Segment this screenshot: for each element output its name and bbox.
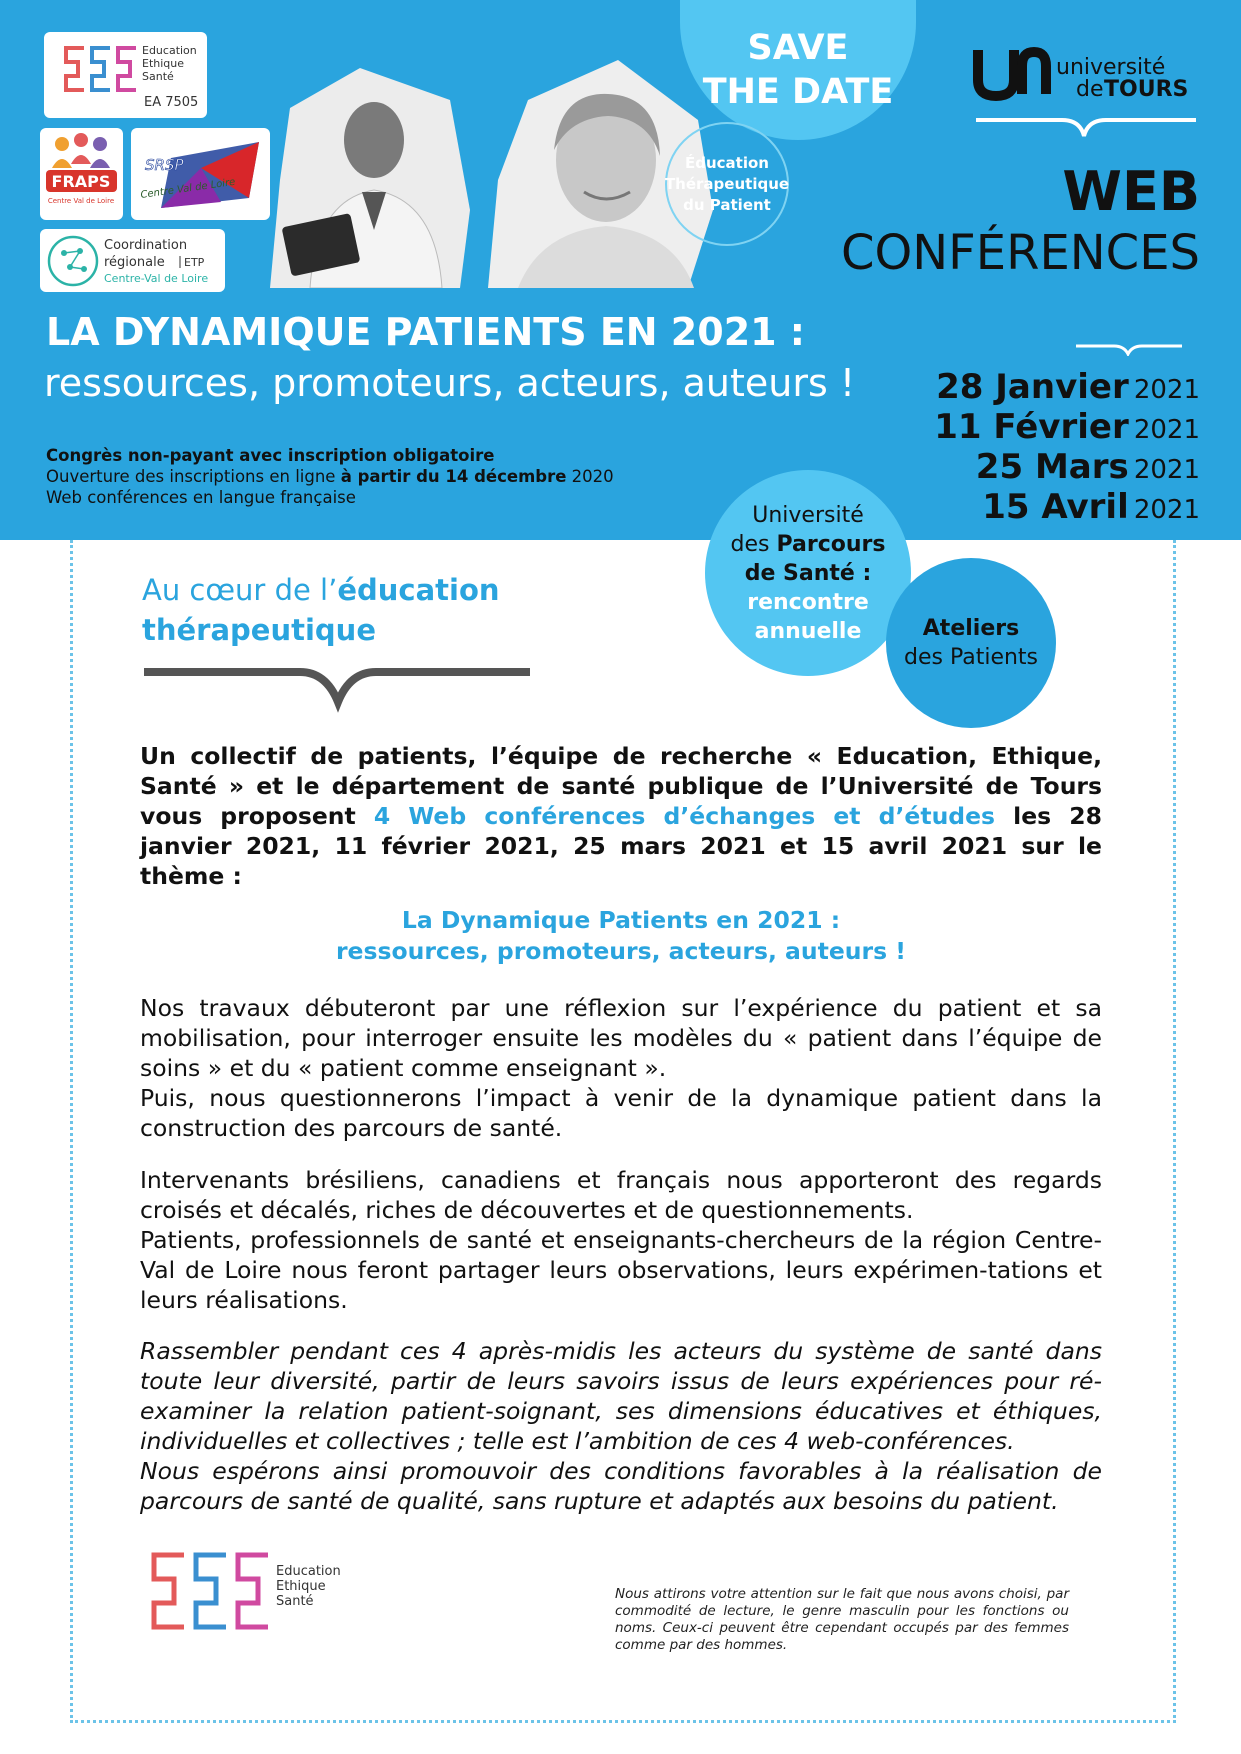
the-date-label: THE DATE bbox=[702, 72, 894, 112]
dates-book-icon bbox=[1074, 330, 1184, 356]
section-heading bbox=[142, 570, 500, 650]
etp-line2: Thérapeutique bbox=[664, 174, 790, 193]
intro-bold: Un collectif de patients, l’équipe de recherche « Education, Ethique, Santé » et le département de santé publique de l’Université de Tours vous proposent bbox=[140, 742, 1102, 830]
theme-line2: ressources, promoteurs, acteurs, auteurs ! bbox=[335, 937, 907, 965]
srsp-logo-icon bbox=[131, 128, 270, 220]
coordination-etp-logo bbox=[40, 229, 225, 292]
ees-bottom-logo bbox=[140, 1545, 360, 1655]
ees-logo bbox=[44, 32, 207, 118]
body-paragraph-2: Puis, nous questionnerons l’impact à venir de la dynamique patient dans la construction des parcours de santé. bbox=[140, 1084, 1102, 1142]
coordination-line3: Centre-Val de Loire bbox=[104, 272, 209, 285]
date-3 bbox=[880, 447, 1200, 490]
parcours-line4: rencontre bbox=[747, 589, 869, 615]
fraps-logo-name: FRAPS bbox=[51, 172, 111, 191]
university-u-icon bbox=[978, 50, 1014, 96]
parcours-line3: de Santé : bbox=[744, 560, 872, 586]
intro-paragraph bbox=[140, 741, 1102, 891]
date-4 bbox=[880, 487, 1200, 530]
web-heading: WEB bbox=[1062, 160, 1200, 223]
date-4-day: 15 Avril bbox=[982, 487, 1129, 527]
srsp-logo bbox=[131, 128, 270, 220]
info-line3: Web conférences en langue française bbox=[46, 488, 356, 507]
body-paragraph-1: Nos travaux débuteront par une réflexion sur l’expérience du patient et sa mobilisation, pour interroger ensuite les modèles du « patient dans l’équipe de soins » et du « patient comme enseignant ». bbox=[140, 994, 1102, 1082]
body-paragraph-6: Nous espérons ainsi promouvoir des conditions favorables à la réalisation de parcours de santé de qualité, sans rupture et adaptés aux besoins du patient. bbox=[140, 1457, 1102, 1515]
section-heading-bold1: éducation bbox=[337, 573, 500, 607]
srsp-logo-name: SRSP bbox=[145, 156, 184, 174]
ees-bottom-line3: Santé bbox=[276, 1594, 314, 1609]
coordination-line1: Coordination bbox=[104, 238, 188, 253]
date-2 bbox=[880, 407, 1200, 450]
coordination-line2b: ETP bbox=[184, 256, 205, 269]
body-paragraph-3: Intervenants brésiliens, canadiens et français nous apporteront des regards croisés et décalés, riches de découvertes et de questionnements. bbox=[140, 1166, 1102, 1224]
conferences-heading: CONFÉRENCES bbox=[840, 225, 1200, 281]
parcours-line2b: Parcours bbox=[776, 531, 886, 557]
ees-logo-icon bbox=[44, 32, 207, 118]
date-3-day: 25 Mars bbox=[975, 447, 1129, 487]
intro-bold2: les 28 janvier 2021, 11 février 2021, 25 mars 2021 et 15 avril 2021 sur le thème : bbox=[140, 802, 1102, 890]
etp-bubble bbox=[665, 122, 789, 246]
theme-block bbox=[140, 905, 1102, 967]
ees-logo-line3: Santé bbox=[142, 70, 174, 83]
university-line2a: de bbox=[1076, 77, 1104, 102]
open-book-icon bbox=[976, 120, 1196, 136]
registration-info bbox=[46, 445, 614, 508]
ees-bottom-line1: Education bbox=[276, 1564, 341, 1579]
coordination-line2a: régionale bbox=[104, 255, 165, 270]
srsp-logo-sub: Centre Val de Loire bbox=[139, 176, 237, 201]
main-title: LA DYNAMIQUE PATIENTS EN 2021 : bbox=[46, 310, 805, 354]
fraps-logo-sub: Centre Val de Loire bbox=[47, 197, 115, 205]
ateliers-line2: des Patients bbox=[903, 645, 1039, 670]
footnote: Nous attirons votre attention sur le fait que nous avons choisi, par commodité de lecture, le genre masculin pour les fonctions ou noms. Ceux-ci peuvent être cependant occupés par des femmes comme par des hommes. bbox=[615, 1586, 1069, 1653]
date-1-day: 28 Janvier bbox=[936, 367, 1129, 407]
section-heading-line1 bbox=[142, 570, 500, 610]
body-paragraph-5: Rassembler pendant ces 4 après-midis les acteurs du système de santé dans toute leur diversité, partir de leurs savoirs issus de leurs expériences pour ré-examiner la relation patient-soignant, ses dimensions éducatives et éthiques, individuelles et collectives ; telle est l’ambition de ces 4 web-conférences. bbox=[140, 1337, 1102, 1455]
section-heading-pre: Au cœur de l’ bbox=[142, 573, 338, 607]
section-book-divider bbox=[140, 664, 534, 714]
ateliers-line1: Ateliers bbox=[922, 616, 1020, 641]
ees-logo-code: EA 7505 bbox=[144, 95, 199, 110]
date-1 bbox=[880, 367, 1200, 410]
dates-list bbox=[880, 367, 1200, 530]
etp-line3: du Patient bbox=[683, 195, 771, 214]
date-1-year: 2021 bbox=[1133, 375, 1200, 405]
ateliers-bubble bbox=[886, 558, 1056, 728]
fraps-logo bbox=[40, 128, 123, 220]
fraps-logo-icon bbox=[40, 128, 123, 220]
parcours-line1: Université bbox=[752, 502, 864, 528]
ees-logo-line2: Ethique bbox=[142, 57, 185, 70]
date-2-day: 11 Février bbox=[934, 407, 1129, 447]
date-4-year: 2021 bbox=[1133, 495, 1200, 525]
parcours-line2 bbox=[731, 530, 886, 559]
main-subtitle: ressources, promoteurs, acteurs, auteurs ! bbox=[44, 361, 856, 405]
coordination-etp-logo-icon bbox=[40, 229, 225, 292]
ees-logo-line1: Education bbox=[142, 44, 197, 57]
parcours-line5: annuelle bbox=[754, 618, 862, 644]
section-heading-line2: thérapeutique bbox=[142, 613, 376, 647]
info-line2-bold: à partir du 14 décembre bbox=[340, 467, 567, 486]
date-3-year: 2021 bbox=[1133, 455, 1200, 485]
parcours-line2a: des bbox=[730, 531, 777, 557]
save-label: SAVE bbox=[747, 28, 849, 68]
universite-tours-logo bbox=[972, 40, 1204, 152]
parcours-bubble bbox=[705, 470, 911, 676]
info-line2-post: 2020 bbox=[566, 467, 614, 486]
theme-line1: La Dynamique Patients en 2021 : bbox=[401, 906, 841, 934]
date-2-year: 2021 bbox=[1133, 415, 1200, 445]
etp-line1: Éducation bbox=[685, 153, 769, 172]
info-line1: Congrès non-payant avec inscription obligatoire bbox=[46, 446, 495, 465]
university-line1: université bbox=[1056, 55, 1166, 80]
info-line2 bbox=[46, 466, 614, 487]
ees-bottom-line2: Ethique bbox=[276, 1579, 326, 1594]
intro-highlight: 4 Web conférences d’échanges et d’études bbox=[373, 802, 996, 830]
info-line2-pre: Ouverture des inscriptions en ligne bbox=[46, 467, 341, 486]
body-paragraph-4: Patients, professionnels de santé et enseignants-chercheurs de la région Centre-Val de Loire nous feront partager leurs observations, leurs expérimen-tations et leurs réalisations. bbox=[140, 1226, 1102, 1314]
university-line2b: TOURS bbox=[1104, 77, 1189, 102]
doctor-photo bbox=[270, 60, 480, 288]
